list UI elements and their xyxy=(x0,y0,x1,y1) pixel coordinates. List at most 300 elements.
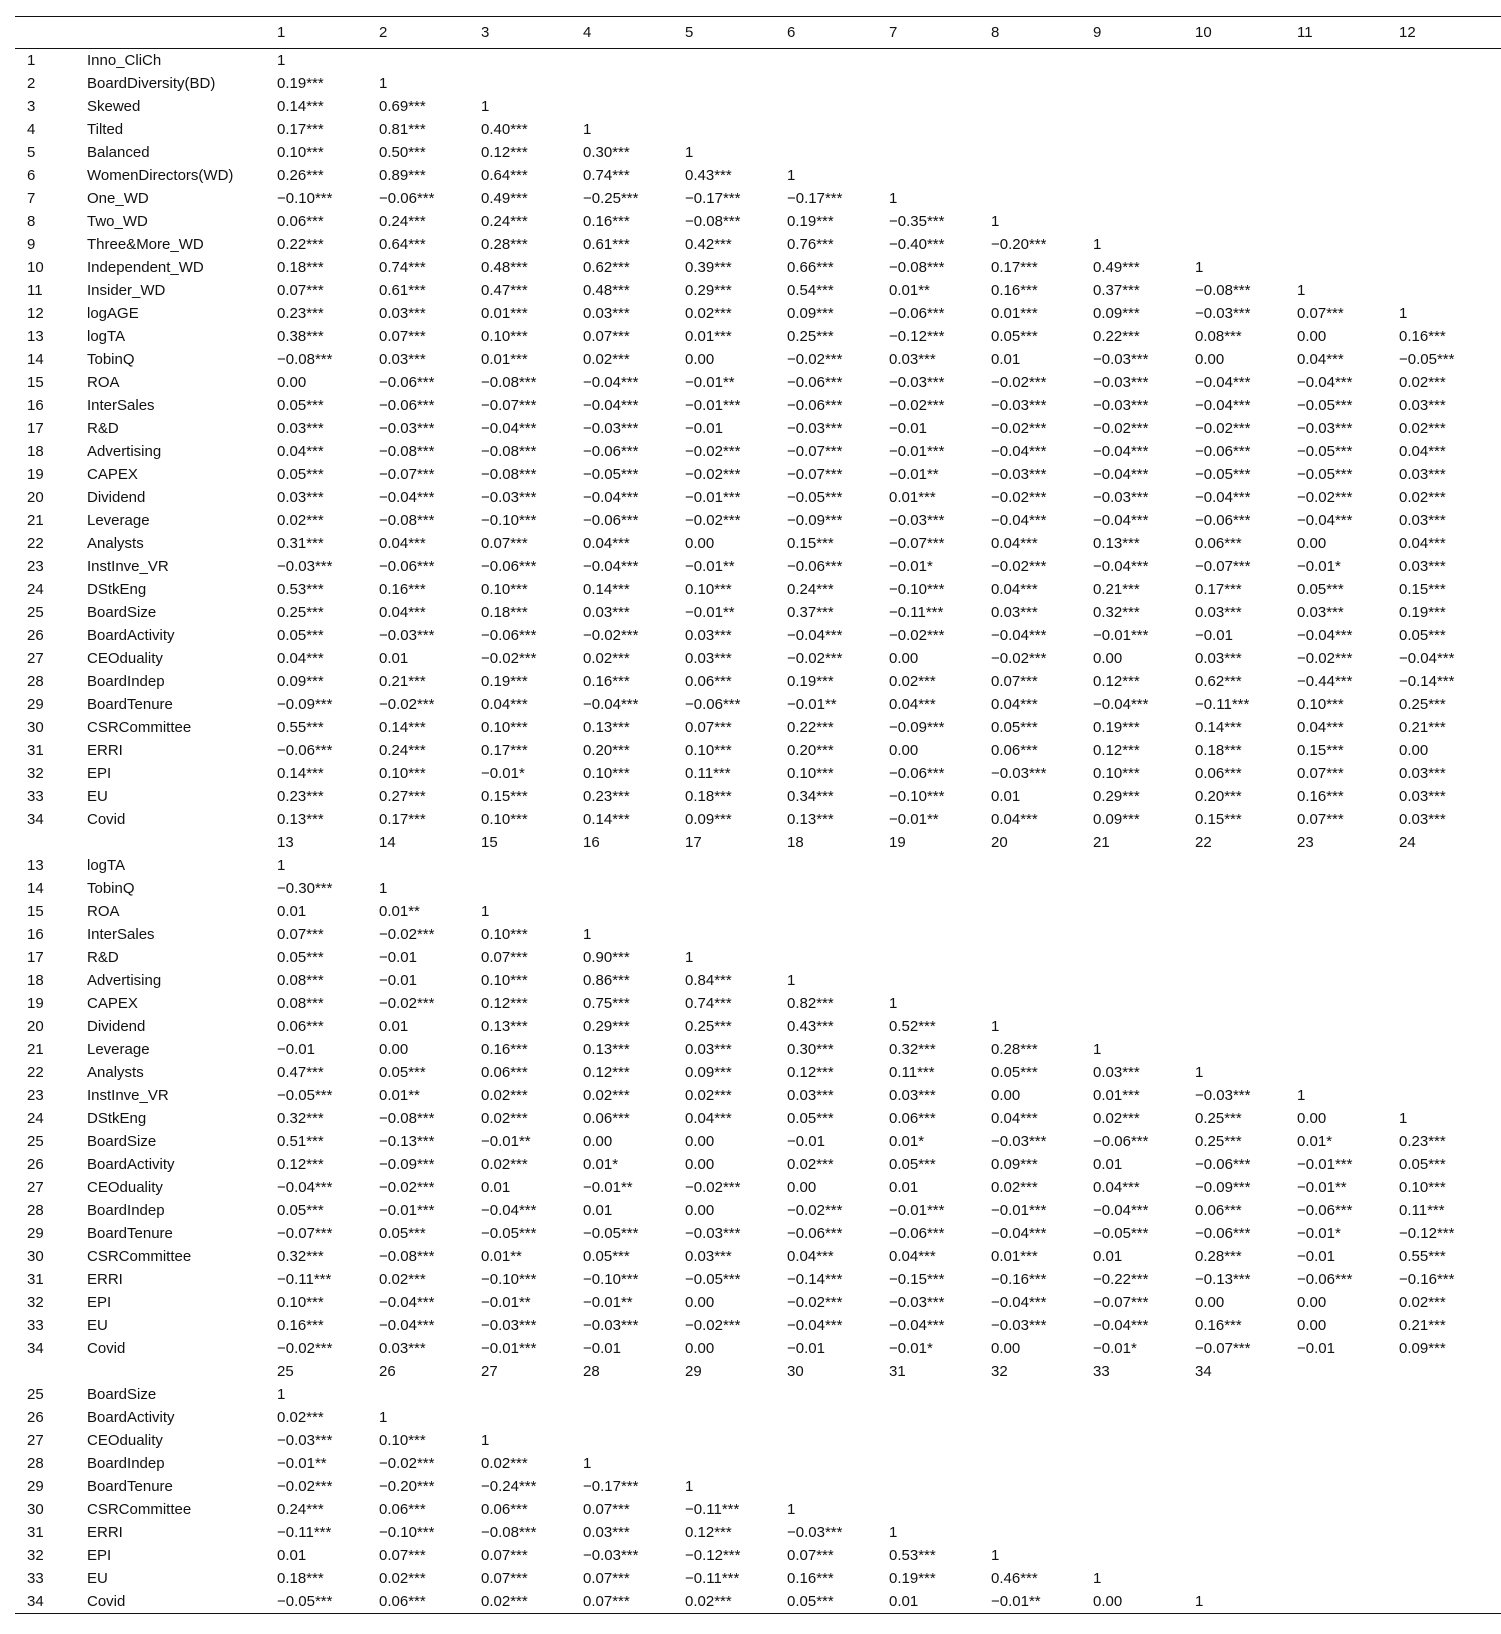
empty-cell xyxy=(1297,900,1399,923)
empty-cell xyxy=(1297,1383,1399,1406)
correlation-value: 0.01 xyxy=(1093,1156,1123,1173)
correlation-value: −0.04*** xyxy=(583,489,639,506)
correlation-value: 0.16*** xyxy=(481,1041,528,1058)
empty-cell xyxy=(583,1429,685,1452)
correlation-value: 0.03*** xyxy=(685,1248,732,1265)
empty-cell xyxy=(1399,900,1501,923)
empty-cell xyxy=(889,877,991,900)
empty-cell xyxy=(1195,187,1297,210)
column-header: 1 xyxy=(277,17,379,49)
correlation-value: 0.34*** xyxy=(787,788,834,805)
correlation-value: −0.06*** xyxy=(889,1225,945,1242)
correlation-value: 0.04*** xyxy=(1093,1179,1140,1196)
correlation-value: 0.13*** xyxy=(277,811,324,828)
empty-cell xyxy=(787,1406,889,1429)
correlation-value: −0.04*** xyxy=(1093,1317,1149,1334)
correlation-value: 0.22*** xyxy=(1093,328,1140,345)
correlation-value: 0.07*** xyxy=(481,1547,528,1564)
variable-name: Leverage xyxy=(87,1041,150,1058)
table-row xyxy=(15,1199,1501,1222)
correlation-value: 0.19*** xyxy=(1093,719,1140,736)
correlation-value: 0.16*** xyxy=(991,282,1038,299)
correlation-value: −0.01 xyxy=(1297,1248,1335,1265)
column-header: 21 xyxy=(1093,834,1110,851)
empty-cell xyxy=(991,1406,1093,1429)
correlation-value: 1 xyxy=(583,121,592,138)
correlation-value: −0.02*** xyxy=(277,1340,333,1357)
correlation-value: −0.01 xyxy=(685,420,723,437)
table-row xyxy=(15,348,1501,371)
correlation-value: 0.01*** xyxy=(481,305,528,322)
row-number: 34 xyxy=(27,1340,44,1357)
empty-cell xyxy=(1093,72,1195,95)
correlation-value: 0.12*** xyxy=(481,144,528,161)
empty-cell xyxy=(991,95,1093,118)
correlation-value: −0.05*** xyxy=(583,466,639,483)
correlation-value: 0.10*** xyxy=(481,972,528,989)
table-row xyxy=(15,1107,1501,1130)
correlation-value: −0.02*** xyxy=(379,1179,435,1196)
correlation-value: −0.04*** xyxy=(583,397,639,414)
correlation-value: −0.06*** xyxy=(583,512,639,529)
variable-name: BoardSize xyxy=(87,1133,157,1150)
table-row xyxy=(15,1406,1501,1429)
empty-cell xyxy=(889,164,991,187)
correlation-value: 0.02*** xyxy=(685,305,732,322)
empty-cell xyxy=(1195,1383,1297,1406)
table-row xyxy=(15,969,1501,992)
correlation-value: −0.11*** xyxy=(277,1271,332,1288)
correlation-value: 0.00 xyxy=(1195,1294,1225,1311)
table-row xyxy=(15,1268,1501,1291)
correlation-value: 0.15*** xyxy=(1399,581,1446,598)
variable-name: ERRI xyxy=(87,1524,123,1541)
correlation-value: 0.21*** xyxy=(379,673,426,690)
correlation-value: −0.01* xyxy=(1297,558,1341,575)
empty-cell xyxy=(1093,946,1195,969)
correlation-value: −0.02*** xyxy=(685,466,741,483)
empty-cell xyxy=(889,900,991,923)
correlation-value: 0.11*** xyxy=(685,765,731,782)
row-number: 19 xyxy=(27,466,44,483)
correlation-value: 0.03*** xyxy=(685,627,732,644)
correlation-value: −0.09*** xyxy=(889,719,945,736)
empty-cell xyxy=(1399,210,1501,233)
correlation-value: −0.09*** xyxy=(379,1156,435,1173)
empty-cell xyxy=(685,1406,787,1429)
correlation-value: 0.17*** xyxy=(277,121,324,138)
header-blank xyxy=(15,17,77,49)
correlation-value: 1 xyxy=(277,52,286,69)
correlation-value: −0.01*** xyxy=(991,1202,1047,1219)
correlation-value: −0.17*** xyxy=(583,1478,639,1495)
empty-cell xyxy=(1297,72,1399,95)
empty-cell xyxy=(1399,72,1501,95)
empty-cell xyxy=(1399,992,1501,1015)
column-header: 16 xyxy=(583,834,600,851)
correlation-value: −0.04*** xyxy=(379,489,435,506)
correlation-value: 0.28*** xyxy=(991,1041,1038,1058)
empty-cell xyxy=(1195,210,1297,233)
table-row xyxy=(15,440,1501,463)
correlation-value: 0.09*** xyxy=(1093,305,1140,322)
empty-cell xyxy=(1297,1475,1399,1498)
empty-cell xyxy=(1195,1015,1297,1038)
correlation-value: 0.12*** xyxy=(1093,673,1140,690)
variable-name: CEOduality xyxy=(87,650,163,667)
row-number: 24 xyxy=(27,581,44,598)
correlation-value: 0.02*** xyxy=(583,650,630,667)
correlation-value: −0.08*** xyxy=(685,213,741,230)
correlation-value: 0.24*** xyxy=(481,213,528,230)
table-row xyxy=(15,992,1501,1015)
correlation-value: −0.05*** xyxy=(1297,443,1353,460)
correlation-value: 0.00 xyxy=(685,1340,715,1357)
row-number: 28 xyxy=(27,1202,44,1219)
row-number: 14 xyxy=(27,351,44,368)
correlation-value: 0.09*** xyxy=(685,1064,732,1081)
empty-cell xyxy=(1297,233,1399,256)
correlation-value: −0.03*** xyxy=(991,765,1047,782)
correlation-value: −0.02*** xyxy=(277,1478,333,1495)
row-number: 12 xyxy=(27,305,44,322)
correlation-value: −0.12*** xyxy=(685,1547,741,1564)
column-header: 33 xyxy=(1093,1363,1110,1380)
correlation-value: −0.03*** xyxy=(889,512,945,529)
column-header-row xyxy=(15,17,1501,49)
correlation-value: 0.05*** xyxy=(889,1156,936,1173)
correlation-value: 0.18*** xyxy=(1195,742,1242,759)
correlation-value: −0.01*** xyxy=(1297,1156,1353,1173)
empty-cell xyxy=(787,923,889,946)
correlation-value: −0.16*** xyxy=(991,1271,1047,1288)
table-row xyxy=(15,716,1501,739)
correlation-value: 0.54*** xyxy=(787,282,834,299)
row-number: 24 xyxy=(27,1110,44,1127)
variable-name: EU xyxy=(87,1317,108,1334)
correlation-value: 1 xyxy=(787,167,796,184)
correlation-value: 0.16*** xyxy=(1195,1317,1242,1334)
correlation-value: 1 xyxy=(685,1478,694,1495)
correlation-value: −0.03*** xyxy=(889,374,945,391)
column-header: 26 xyxy=(379,1363,396,1380)
empty-cell xyxy=(889,1383,991,1406)
correlation-value: 0.20*** xyxy=(1195,788,1242,805)
correlation-value: −0.10*** xyxy=(277,190,333,207)
empty-cell xyxy=(1297,1360,1399,1383)
correlation-value: 0.03*** xyxy=(277,420,324,437)
correlation-value: −0.02*** xyxy=(787,351,843,368)
variable-name: BoardIndep xyxy=(87,673,165,690)
correlation-value: −0.01*** xyxy=(889,443,945,460)
correlation-value: 0.76*** xyxy=(787,236,834,253)
correlation-value: 0.10*** xyxy=(481,811,528,828)
empty-cell xyxy=(889,1475,991,1498)
correlation-value: −0.08*** xyxy=(481,443,537,460)
correlation-value: 0.10*** xyxy=(583,765,630,782)
correlation-value: 0.00 xyxy=(1297,328,1327,345)
correlation-value: 0.03*** xyxy=(379,305,426,322)
correlation-value: −0.06*** xyxy=(583,443,639,460)
correlation-value: −0.06*** xyxy=(379,397,435,414)
table-row xyxy=(15,141,1501,164)
correlation-value: 0.01 xyxy=(379,1018,409,1035)
variable-name: Insider_WD xyxy=(87,282,166,299)
variable-name: One_WD xyxy=(87,190,149,207)
empty-cell xyxy=(1399,95,1501,118)
column-header: 5 xyxy=(685,17,787,49)
correlation-value: 0.07*** xyxy=(379,328,426,345)
empty-cell xyxy=(1093,1475,1195,1498)
correlation-value: −0.20*** xyxy=(379,1478,435,1495)
table-row xyxy=(15,486,1501,509)
correlation-value: 0.37*** xyxy=(1093,282,1140,299)
correlation-value: 0.28*** xyxy=(1195,1248,1242,1265)
variable-name: InterSales xyxy=(87,926,155,943)
correlation-value: −0.03*** xyxy=(583,1547,639,1564)
empty-cell xyxy=(1297,256,1399,279)
correlation-value: 0.01 xyxy=(1093,1248,1123,1265)
variable-name: CSRCommittee xyxy=(87,719,192,736)
correlation-value: −0.35*** xyxy=(889,213,945,230)
correlation-value: 0.03*** xyxy=(1399,397,1446,414)
empty-cell xyxy=(1297,1061,1399,1084)
correlation-value: 0.19*** xyxy=(481,673,528,690)
correlation-value: 0.29*** xyxy=(583,1018,630,1035)
empty-cell xyxy=(1093,187,1195,210)
variable-name: ERRI xyxy=(87,1271,123,1288)
empty-cell xyxy=(787,49,889,73)
correlation-value: −0.01** xyxy=(583,1294,633,1311)
variable-name: R&D xyxy=(87,420,119,437)
correlation-value: −0.24*** xyxy=(481,1478,537,1495)
table-row xyxy=(15,1222,1501,1245)
correlation-value: −0.01* xyxy=(1093,1340,1137,1357)
correlation-value: 0.01*** xyxy=(991,1248,1038,1265)
variable-name: Balanced xyxy=(87,144,150,161)
correlation-value: 0.02*** xyxy=(889,673,936,690)
row-number: 30 xyxy=(27,1501,44,1518)
empty-cell xyxy=(1093,164,1195,187)
empty-cell xyxy=(889,141,991,164)
empty-cell xyxy=(889,854,991,877)
correlation-value: 0.15*** xyxy=(1195,811,1242,828)
correlation-value: −0.04*** xyxy=(1297,512,1353,529)
table-row xyxy=(15,302,1501,325)
correlation-value: 0.09*** xyxy=(277,673,324,690)
correlation-value: −0.01** xyxy=(991,1590,1093,1614)
row-number: 25 xyxy=(27,1133,44,1150)
column-header: 19 xyxy=(889,834,906,851)
correlation-value: 0.15*** xyxy=(481,788,528,805)
correlation-value: −0.01** xyxy=(481,1294,531,1311)
empty-cell xyxy=(379,854,481,877)
correlation-value: 0.00 xyxy=(685,1156,715,1173)
correlation-value: 0.69*** xyxy=(379,98,426,115)
row-number: 29 xyxy=(27,696,44,713)
empty-cell xyxy=(583,877,685,900)
correlation-value: 0.03*** xyxy=(889,351,936,368)
table-row xyxy=(15,1544,1501,1567)
empty-cell xyxy=(1399,187,1501,210)
variable-name: EPI xyxy=(87,765,112,782)
row-number: 23 xyxy=(27,1087,44,1104)
correlation-value: −0.05*** xyxy=(1297,397,1353,414)
row-number: 16 xyxy=(27,397,44,414)
correlation-value: 0.07*** xyxy=(685,719,732,736)
correlation-value: 0.49*** xyxy=(1093,259,1140,276)
correlation-value: −0.12*** xyxy=(889,328,945,345)
correlation-value: −0.02*** xyxy=(583,627,639,644)
empty-cell xyxy=(991,118,1093,141)
correlation-value: −0.06*** xyxy=(379,558,435,575)
empty-cell xyxy=(1093,992,1195,1015)
correlation-value: −0.02*** xyxy=(685,512,741,529)
empty-cell xyxy=(685,95,787,118)
correlation-value: 0.04*** xyxy=(481,696,528,713)
column-header: 6 xyxy=(787,17,889,49)
correlation-value: 0.25*** xyxy=(1399,696,1446,713)
row-number: 18 xyxy=(27,972,44,989)
empty-cell xyxy=(787,1452,889,1475)
empty-cell xyxy=(1297,1038,1399,1061)
empty-cell xyxy=(1093,969,1195,992)
empty-cell xyxy=(991,1383,1093,1406)
correlation-value: 0.75*** xyxy=(583,995,630,1012)
correlation-value: 0.06*** xyxy=(991,742,1038,759)
correlation-value: −0.13*** xyxy=(379,1133,435,1150)
variable-name: DStkEng xyxy=(87,1110,147,1127)
variable-name: Inno_CliCh xyxy=(87,52,162,69)
correlation-value: −0.16*** xyxy=(1399,1271,1455,1288)
correlation-value: −0.02*** xyxy=(685,1179,741,1196)
correlation-value: 0.01 xyxy=(277,903,307,920)
correlation-value: 0.12*** xyxy=(787,1064,834,1081)
correlation-value: 0.08*** xyxy=(277,972,324,989)
row-number: 1 xyxy=(27,52,36,69)
correlation-value: 0.01** xyxy=(379,1087,420,1104)
correlation-value: 0.14*** xyxy=(1195,719,1242,736)
correlation-value: −0.03*** xyxy=(1093,351,1149,368)
correlation-value: 0.04*** xyxy=(889,1248,936,1265)
correlation-value: 0.17*** xyxy=(1195,581,1242,598)
table-row xyxy=(15,1130,1501,1153)
correlation-value: 0.05*** xyxy=(277,949,324,966)
empty-cell xyxy=(583,1406,685,1429)
correlation-value: −0.02*** xyxy=(1093,420,1149,437)
empty-cell xyxy=(889,946,991,969)
correlation-value: −0.04*** xyxy=(787,1317,843,1334)
row-number: 18 xyxy=(27,443,44,460)
correlation-value: −0.04*** xyxy=(787,627,843,644)
correlation-value: 0.00 xyxy=(991,1340,1021,1357)
variable-name: logTA xyxy=(87,328,126,345)
correlation-value: −0.04*** xyxy=(1297,627,1353,644)
correlation-value: −0.03*** xyxy=(787,420,843,437)
correlation-value: −0.03*** xyxy=(481,489,537,506)
correlation-value: 0.21*** xyxy=(1399,1317,1446,1334)
correlation-value: −0.05*** xyxy=(685,1271,741,1288)
correlation-value: −0.02*** xyxy=(889,397,945,414)
correlation-value: 0.09*** xyxy=(685,811,732,828)
correlation-value: 0.01 xyxy=(991,351,1021,368)
correlation-value: −0.02*** xyxy=(379,926,435,943)
table-row xyxy=(15,647,1501,670)
empty-cell xyxy=(1093,1429,1195,1452)
correlation-value: 0.03*** xyxy=(1399,512,1446,529)
variable-name: BoardTenure xyxy=(87,1225,173,1242)
row-number: 29 xyxy=(27,1225,44,1242)
empty-cell xyxy=(889,49,991,73)
correlation-value: 0.10*** xyxy=(685,742,732,759)
correlation-value: 0.25*** xyxy=(277,604,324,621)
row-number: 28 xyxy=(27,673,44,690)
empty-cell xyxy=(787,877,889,900)
empty-cell xyxy=(1195,992,1297,1015)
correlation-value: 0.00 xyxy=(685,1202,715,1219)
empty-cell xyxy=(1093,49,1195,73)
correlation-value: 1 xyxy=(1297,282,1306,299)
correlation-value: 1 xyxy=(787,1501,796,1518)
correlation-value: 0.22*** xyxy=(787,719,834,736)
empty-cell xyxy=(1195,1521,1297,1544)
empty-cell xyxy=(787,118,889,141)
table-row xyxy=(15,394,1501,417)
correlation-value: −0.02*** xyxy=(1297,489,1353,506)
empty-cell xyxy=(991,854,1093,877)
table-row xyxy=(15,1475,1501,1498)
correlation-value: −0.11*** xyxy=(685,1570,740,1587)
empty-cell xyxy=(1297,969,1399,992)
correlation-value: 0.19*** xyxy=(787,673,834,690)
variable-name: BoardIndep xyxy=(87,1202,165,1219)
correlation-value: 0.05*** xyxy=(787,1590,889,1614)
empty-cell xyxy=(1399,1084,1501,1107)
empty-cell xyxy=(1195,164,1297,187)
correlation-value: 0.03*** xyxy=(889,1087,936,1104)
correlation-value: 0.02*** xyxy=(685,1087,732,1104)
variable-name: EU xyxy=(87,788,108,805)
correlation-value: 1 xyxy=(583,926,592,943)
correlation-value: 0.07*** xyxy=(1297,765,1344,782)
correlation-value: 0.03*** xyxy=(583,1524,630,1541)
table-row xyxy=(15,1337,1501,1360)
correlation-value: −0.01*** xyxy=(685,489,741,506)
table-row xyxy=(15,785,1501,808)
correlation-value: 0.26*** xyxy=(277,167,324,184)
empty-cell xyxy=(1399,1038,1501,1061)
correlation-value: −0.06*** xyxy=(787,374,843,391)
correlation-value: −0.04*** xyxy=(1195,397,1251,414)
row-number: 22 xyxy=(27,1064,44,1081)
column-header: 32 xyxy=(991,1363,1008,1380)
correlation-value: 0.05*** xyxy=(277,466,324,483)
correlation-value: −0.01 xyxy=(889,420,927,437)
empty-cell xyxy=(1195,1475,1297,1498)
correlation-value: 0.01*** xyxy=(685,328,732,345)
correlation-value: −0.04*** xyxy=(991,1294,1047,1311)
correlation-value: 0.18*** xyxy=(277,1570,324,1587)
table-row xyxy=(15,509,1501,532)
correlation-value: 0.03*** xyxy=(1093,1064,1140,1081)
correlation-value: 0.04*** xyxy=(991,696,1038,713)
correlation-value: −0.07*** xyxy=(787,466,843,483)
empty-cell xyxy=(1195,900,1297,923)
table-row xyxy=(15,371,1501,394)
table-row xyxy=(15,624,1501,647)
correlation-value: 1 xyxy=(1399,1110,1408,1127)
row-number: 31 xyxy=(27,1271,44,1288)
